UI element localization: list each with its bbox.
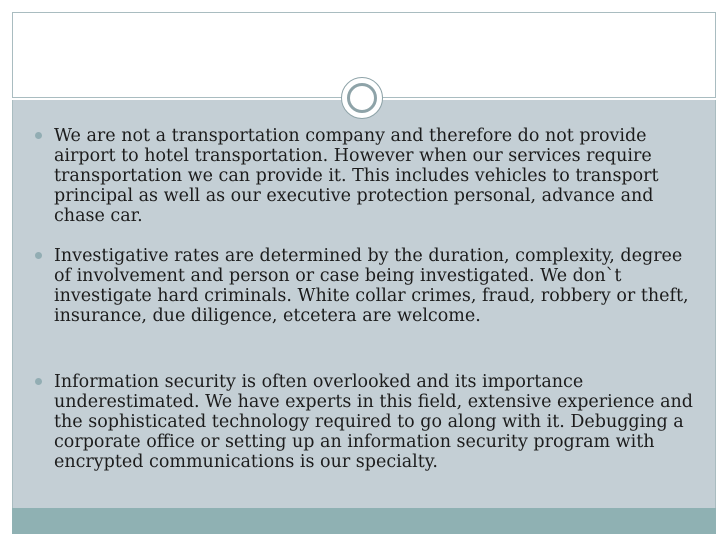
circle-ornament-icon xyxy=(341,77,383,119)
bullet-text: Investigative rates are determined by the duration, complexity, degree of involvement and person or case being investigated. We don`t investigate hard criminals. White collar crimes, fraud, robbery or theft, insurance, due diligence, etcetera are welcome. xyxy=(54,246,689,326)
bullet-list xyxy=(34,126,696,472)
bullet-icon xyxy=(35,252,42,259)
bullet-item-information-security xyxy=(34,372,696,472)
bullet-icon xyxy=(35,378,42,385)
footer-band xyxy=(12,508,716,534)
bullet-text: We are not a transportation company and therefore do not provide airport to hotel transportation. However when our services require transportation we can provide it. This includes vehicles to transport principal as well as our executive protection personal, advance and chase car. xyxy=(54,126,659,226)
bullet-text: Information security is often overlooked and its importance underestimated. We have experts in this field, extensive experience and the sophisticated technology required to go along with it. Debugging a corporate office or setting up an information security program with encrypted communications is our specialty. xyxy=(54,372,693,472)
bullet-item-investigative-rates xyxy=(34,246,696,326)
bullet-item-transportation xyxy=(34,126,696,226)
bullet-icon xyxy=(35,132,42,139)
ornament-ring xyxy=(347,83,377,113)
